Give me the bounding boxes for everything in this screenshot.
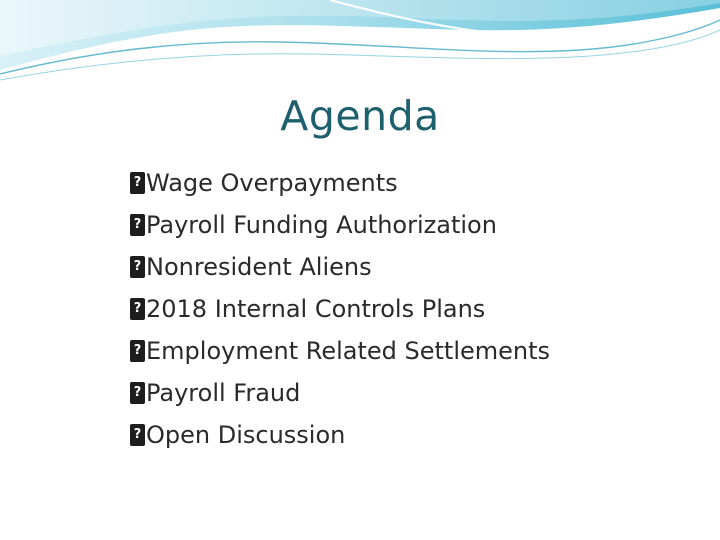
missing-glyph-bullet-icon — [130, 214, 145, 236]
missing-glyph-bullet-icon — [130, 298, 145, 320]
agenda-item — [130, 246, 550, 288]
missing-glyph-bullet-icon — [130, 256, 145, 278]
missing-glyph-bullet-icon — [130, 172, 145, 194]
agenda-item-label: Open Discussion — [146, 421, 346, 449]
agenda-item-label: Nonresident Aliens — [146, 253, 372, 281]
agenda-item — [130, 372, 550, 414]
slide-title: Agenda — [280, 92, 440, 140]
agenda-item — [130, 162, 550, 204]
missing-glyph-bullet-icon — [130, 382, 145, 404]
missing-glyph-bullet-icon — [130, 424, 145, 446]
agenda-item-label: Employment Related Settlements — [146, 337, 551, 365]
agenda-item-label: Wage Overpayments — [146, 169, 398, 197]
agenda-item-label: Payroll Funding Authorization — [146, 211, 497, 239]
agenda-item — [130, 330, 550, 372]
agenda-item — [130, 414, 550, 456]
agenda-item — [130, 288, 550, 330]
header-wave-decoration — [0, 0, 720, 90]
agenda-item-label: 2018 Internal Controls Plans — [146, 295, 486, 323]
missing-glyph-bullet-icon — [130, 340, 145, 362]
agenda-item-label: Payroll Fraud — [146, 379, 301, 407]
agenda-list — [130, 162, 550, 456]
agenda-item — [130, 204, 550, 246]
